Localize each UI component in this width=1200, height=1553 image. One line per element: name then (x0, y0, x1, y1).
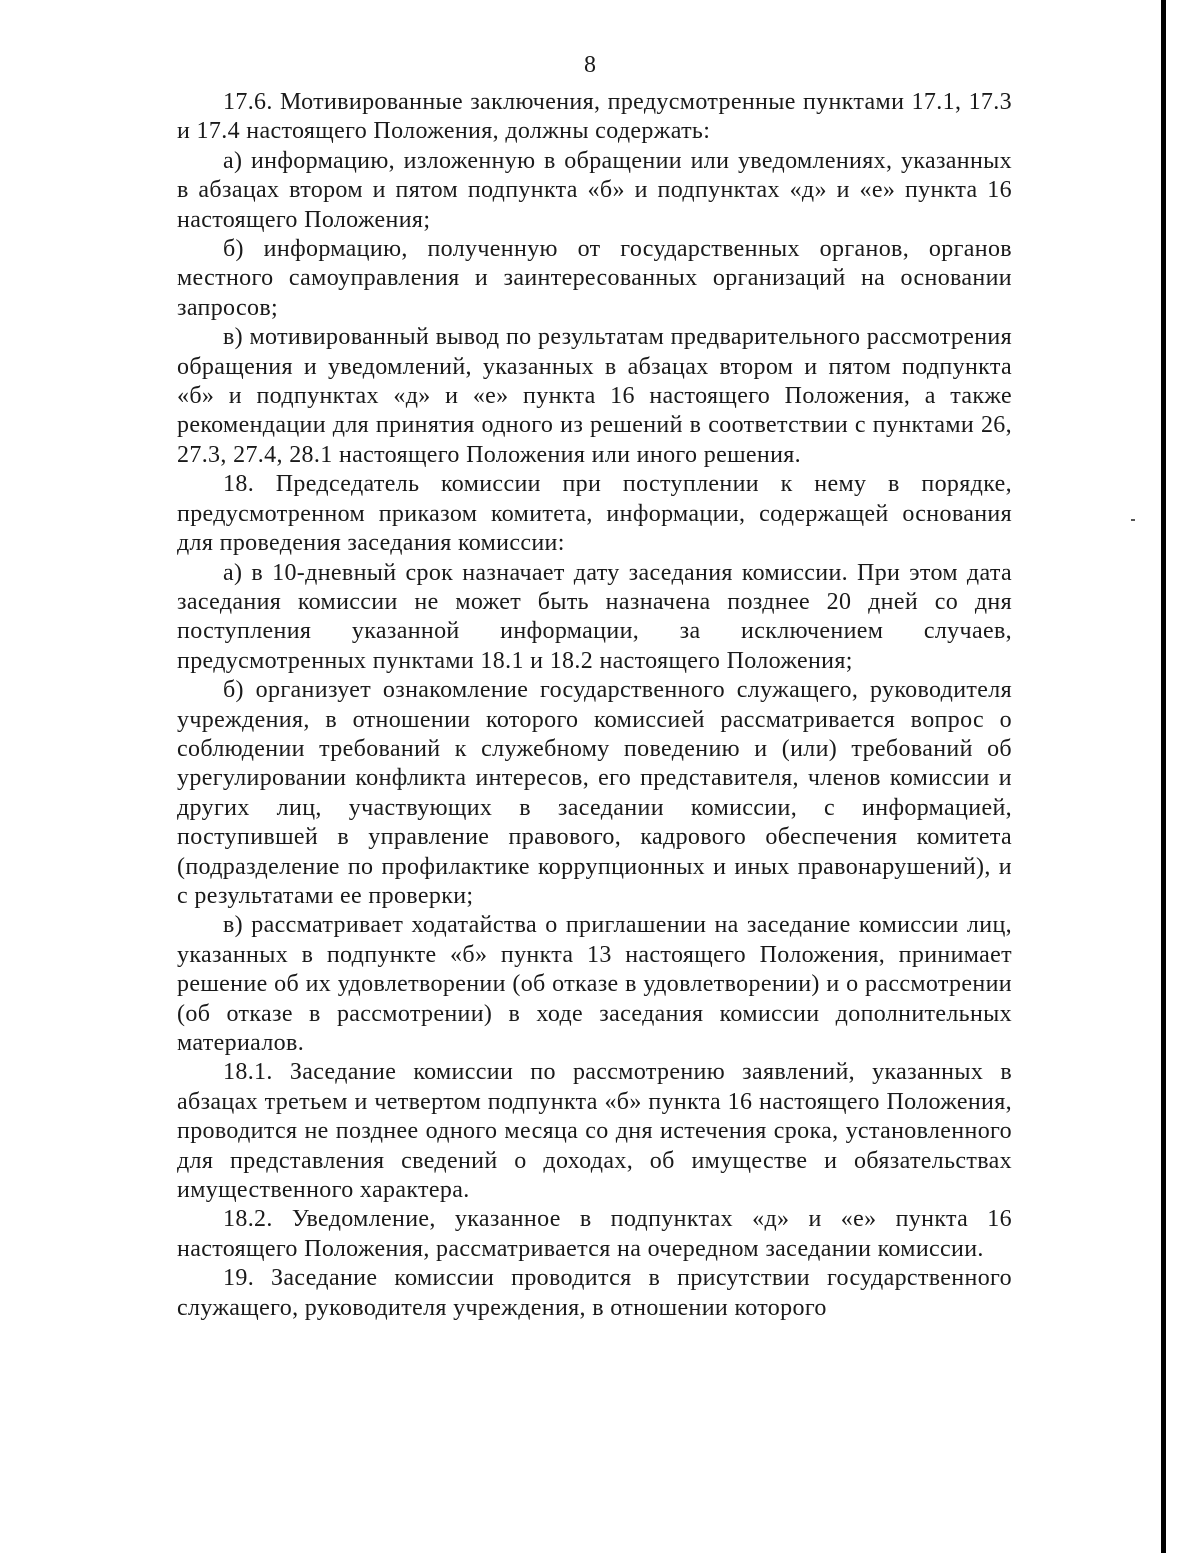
paragraph-18-a: а) в 10-дневный срок назначает дату заседания комиссии. При этом дата заседания комиссии не может быть назначена позднее 20 дней со дня поступления указанной информации, за исключением случаев, предусмотренных пунктами 18.1 и 18.2 настоящего Положения; (177, 559, 1012, 674)
paragraph-17-6-v: в) мотивированный вывод по результатам предварительного рассмотрения обращения и уведомлений, указанных в абзацах втором и пятом подпункта «б» и подпунктах «д» и «е» пункта 16 настоящего Положения, а также рекомендации для принятия одного из решений в соответствии с пунктами 26, 27.3, 27.4, 28.1 настоящего Положения или иного решения. (177, 324, 1012, 468)
document-body (177, 88, 1012, 1323)
paragraph-17-6-a: а) информацию, изложенную в обращении или уведомлениях, указанных в абзацах втором и пятом подпункта «б» и подпунктах «д» и «е» пункта 16 настоящего Положения; (177, 147, 1012, 233)
paragraph-19: 19. Заседание комиссии проводится в присутствии государственного служащего, руководителя учреждения, в отношении которого (177, 1265, 1012, 1321)
scan-speck (1131, 519, 1135, 521)
paragraph-18-b: б) организует ознакомление государственного служащего, руководителя учреждения, в отношении которого комиссией рассматривается вопрос о соблюдении требований к служебному поведению и (или) требований об урегулировании конфликта интересов, его представителя, членов комиссии и других лиц, участвующих в заседании комиссии, с информацией, поступившей в управление правового, кадрового обеспечения комитета (подразделение по профилактике коррупционных и иных правонарушений), и с результатами ее проверки; (177, 677, 1012, 909)
paragraph-17-6-b: б) информацию, полученную от государственных органов, органов местного самоуправления и заинтересованных организаций на основании запросов; (177, 236, 1012, 321)
paragraph-18: 18. Председатель комиссии при поступлении к нему в порядке, предусмотренном приказом комитета, информации, содержащей основания для проведения заседания комиссии: (177, 471, 1012, 557)
paragraph-18-2: 18.2. Уведомление, указанное в подпунктах «д» и «е» пункта 16 настоящего Положения, рассматривается на очередном заседании комиссии. (177, 1206, 1012, 1262)
paragraph-17-6: 17.6. Мотивированные заключения, предусмотренные пунктами 17.1, 17.3 и 17.4 настоящего Положения, должны содержать: (177, 89, 1012, 145)
scan-edge-line (1161, 0, 1166, 1553)
page-number: 8 (584, 52, 596, 78)
paragraph-18-v: в) рассматривает ходатайства о приглашении на заседание комиссии лиц, указанных в подпункте «б» пункта 13 настоящего Положения, принимает решение об их удовлетворении (об отказе в удовлетворении) и о рассмотрении (об отказе в рассмотрении) в ходе заседания комиссии дополнительных материалов. (177, 912, 1012, 1056)
paragraph-18-1: 18.1. Заседание комиссии по рассмотрению заявлений, указанных в абзацах третьем и четвертом подпункта «б» пункта 16 настоящего Положения, проводится не позднее одного месяца со дня истечения срока, установленного для представления сведений о доходах, об имуществе и обязательствах имущественного характера. (177, 1059, 1012, 1204)
